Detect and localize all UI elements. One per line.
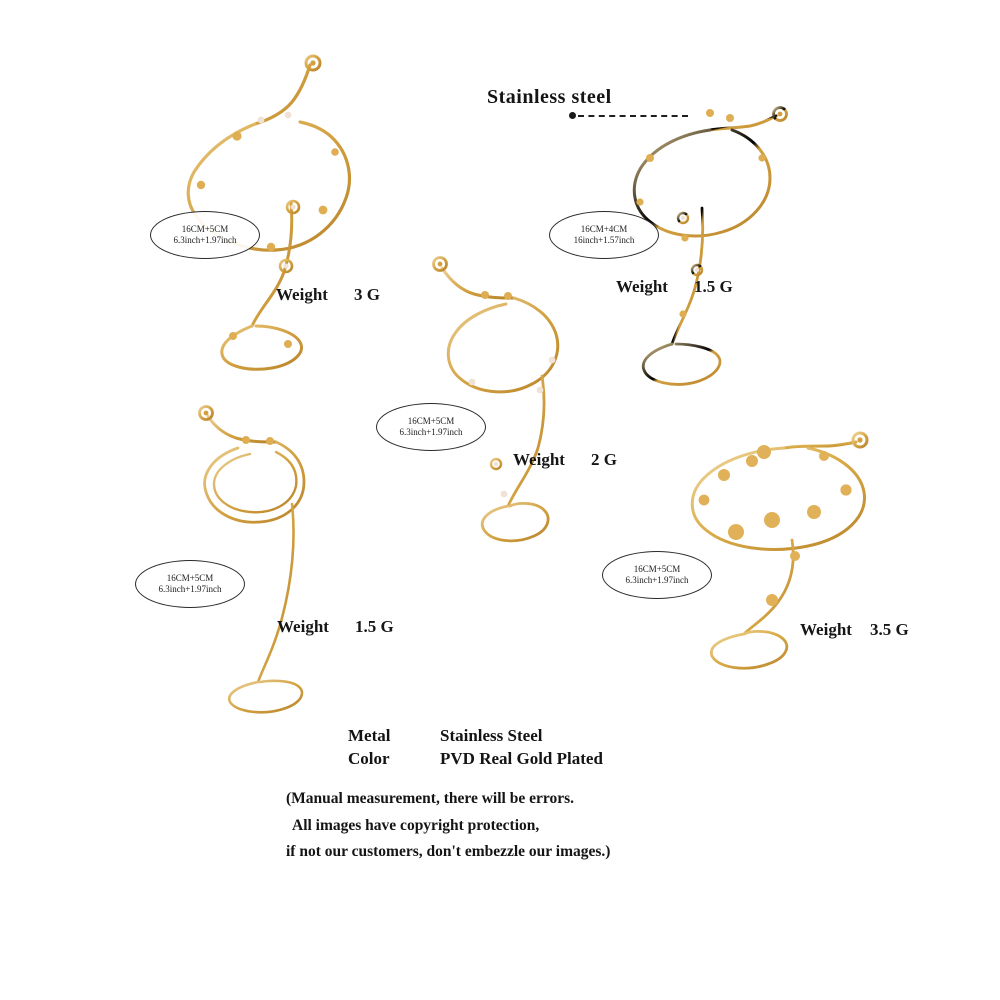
note-line-1: (Manual measurement, there will be errors. [286, 790, 574, 807]
weight-caption-1: Weight [276, 285, 328, 304]
spec-key-color: Color [348, 749, 390, 768]
size-bubble-5-cm: 16CM+5CM [633, 563, 681, 574]
note-line-2: All images have copyright protection, [292, 816, 540, 834]
spec-value-metal: Stainless Steel [440, 726, 543, 745]
size-bubble-3-inch: 6.3inch+1.97inch [399, 427, 463, 437]
weight-caption-3: Weight [513, 450, 565, 469]
weight-value-4: 1.5 G [354, 617, 394, 636]
weight-value-5: 3.5 G [869, 620, 909, 639]
size-bubble-2-inch: 16inch+1.57inch [573, 235, 635, 245]
notes-block [286, 786, 610, 866]
jewelry-illustration-4 [180, 400, 370, 710]
weight-label-5 [800, 620, 909, 640]
size-bubble-1 [150, 211, 260, 259]
weight-label-3 [513, 450, 617, 470]
page-title: Stainless steel [487, 86, 612, 108]
weight-label-4 [277, 617, 394, 637]
weight-value-2: 1.5 G [693, 277, 733, 296]
size-bubble-4-cm: 16CM+5CM [166, 572, 214, 583]
weight-caption-5: Weight [800, 620, 852, 639]
jewelry-illustration-3 [430, 250, 630, 550]
pointer-dot-icon [569, 112, 576, 119]
size-bubble-3 [376, 403, 486, 451]
weight-value-1: 3 G [353, 285, 380, 304]
spec-value-color: PVD Real Gold Plated [440, 749, 603, 768]
size-bubble-2-cm: 16CM+4CM [580, 223, 628, 234]
specs-block [348, 726, 603, 772]
size-bubble-1-inch: 6.3inch+1.97inch [173, 235, 237, 245]
note-line-3: if not our customers, don't embezzle our images.) [286, 843, 611, 861]
size-bubble-3-cm: 16CM+5CM [407, 415, 455, 426]
weight-caption-4: Weight [277, 617, 329, 636]
size-bubble-4 [135, 560, 245, 608]
weight-caption-2: Weight [616, 277, 668, 296]
size-bubble-1-cm: 16CM+5CM [181, 223, 229, 234]
weight-value-3: 2 G [590, 450, 617, 469]
size-bubble-2 [549, 211, 659, 259]
weight-label-1 [276, 285, 380, 305]
size-bubble-5 [602, 551, 712, 599]
spec-row-metal [348, 726, 603, 746]
weight-label-2 [616, 277, 733, 297]
spec-row-color [348, 749, 603, 769]
size-bubble-5-inch: 6.3inch+1.97inch [625, 575, 689, 585]
size-bubble-4-inch: 6.3inch+1.97inch [158, 584, 222, 594]
spec-key-metal: Metal [348, 726, 391, 745]
